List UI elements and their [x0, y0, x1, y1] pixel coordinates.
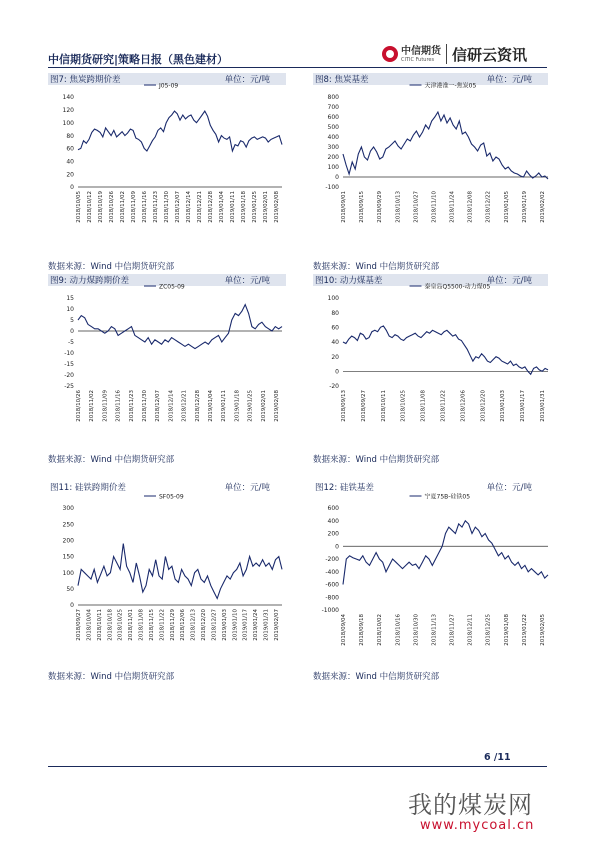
x-tick-label: 2018/11/09: [131, 191, 137, 223]
x-tick-label: 2018/11/24: [449, 191, 456, 223]
x-tick-label: 2019/01/17: [520, 390, 527, 422]
series-line: [343, 521, 548, 585]
y-tick-label: -200: [325, 556, 339, 564]
x-tick-label: 2018/09/01: [341, 191, 347, 223]
x-tick-label: 2018/11/16: [115, 390, 122, 422]
x-tick-label: 2018/12/20: [201, 609, 208, 641]
x-tick-label: 2018/11/16: [142, 191, 148, 223]
x-tick-label: 2019/01/03: [221, 609, 228, 641]
y-tick-label: 40: [331, 339, 339, 347]
x-tick-label: 2018/11/02: [120, 191, 126, 223]
chart-title: 图8: 焦炭基差: [315, 75, 369, 85]
series-line: [78, 111, 282, 151]
legend-label: ZC05-09: [159, 283, 185, 291]
chart-source: 数据来源：Wind 中信期货研究部: [313, 455, 440, 465]
x-tick-label: 2018/09/27: [76, 609, 82, 641]
page-number: 6 /11: [484, 752, 511, 763]
y-tick-label: 200: [327, 154, 339, 162]
y-tick-label: -15: [64, 361, 74, 369]
chart-unit: 单位：元/吨: [224, 276, 270, 286]
x-tick-label: 2018/12/28: [194, 390, 201, 422]
x-tick-label: 2018/10/26: [76, 390, 82, 422]
chart-source: 数据来源：Wind 中信期货研究部: [48, 262, 175, 272]
y-tick-label: -5: [68, 339, 74, 347]
x-tick-label: 2018/11/30: [142, 390, 148, 422]
y-tick-label: 20: [66, 171, 74, 179]
header-divider: [48, 67, 547, 68]
x-tick-label: 2018/12/21: [197, 191, 203, 223]
y-tick-label: 100: [327, 164, 339, 172]
x-tick-label: 2019/01/24: [253, 609, 260, 641]
x-tick-label: 2018/11/22: [159, 609, 166, 641]
x-tick-label: 2018/10/11: [96, 609, 103, 641]
x-tick-label: 2019/01/04: [208, 390, 214, 422]
x-tick-label: 2019/01/31: [540, 390, 546, 422]
x-tick-label: 2018/12/14: [186, 191, 192, 223]
x-tick-label: 2019/02/08: [274, 390, 280, 422]
x-tick-label: 2018/10/16: [395, 614, 402, 646]
y-tick-label: -1000: [321, 607, 339, 615]
y-tick-label: 250: [62, 521, 74, 529]
x-tick-label: 2018/11/01: [128, 609, 135, 641]
x-tick-label: 2018/12/25: [485, 614, 492, 646]
x-tick-label: 2019/01/11: [221, 390, 228, 422]
y-tick-label: 15: [66, 295, 74, 303]
x-tick-label: 2019/01/25: [247, 390, 254, 422]
x-tick-label: 2019/01/10: [232, 609, 239, 641]
x-tick-label: 2019/01/03: [500, 390, 507, 422]
chart-heading: [313, 481, 548, 493]
x-tick-label: 2019/02/02: [540, 191, 546, 223]
y-tick-label: 150: [62, 553, 74, 561]
y-tick-label: 200: [327, 530, 339, 538]
chart-source: 数据来源：Wind 中信期货研究部: [313, 262, 440, 272]
y-tick-label: 400: [327, 517, 339, 525]
chart-c12: [313, 495, 548, 668]
chart-source: 数据来源：Wind 中信期货研究部: [48, 455, 175, 465]
y-tick-label: 600: [327, 114, 339, 122]
x-tick-label: 2019/02/08: [274, 191, 280, 223]
brand-logo: [382, 42, 527, 66]
y-tick-label: 120: [62, 107, 74, 115]
x-tick-label: 2018/12/07: [175, 191, 181, 223]
x-tick-label: 2018/12/22: [485, 191, 492, 223]
chart-unit: 单位：元/吨: [486, 75, 532, 85]
x-tick-label: 2018/11/10: [431, 191, 438, 223]
y-tick-label: 0: [335, 543, 339, 551]
x-tick-label: 2018/11/02: [89, 390, 96, 422]
y-tick-label: 20: [331, 353, 339, 361]
chart-c7: [48, 82, 286, 258]
x-tick-label: 2018/09/15: [359, 191, 366, 223]
chart-c11: [48, 495, 286, 668]
y-tick-label: 10: [66, 306, 74, 314]
legend-label: 秦皇岛Q5500-动力煤05: [424, 283, 491, 291]
x-tick-label: 2018/12/14: [168, 390, 175, 422]
y-tick-label: -25: [64, 383, 74, 391]
x-tick-label: 2018/10/30: [413, 614, 420, 646]
x-tick-label: 2018/12/07: [155, 390, 162, 422]
x-tick-label: 2018/10/27: [413, 191, 420, 223]
y-tick-label: 140: [62, 94, 74, 102]
x-tick-label: 2019/01/17: [242, 609, 249, 641]
x-tick-label: 2018/12/11: [467, 614, 474, 646]
x-tick-label: 2019/01/11: [230, 191, 236, 223]
x-tick-label: 2018/12/13: [190, 609, 197, 641]
y-tick-label: 500: [327, 124, 339, 132]
chart-unit: 单位：元/吨: [224, 75, 270, 85]
x-tick-label: 2018/10/12: [87, 191, 93, 223]
y-tick-label: -100: [325, 184, 339, 192]
x-tick-label: 2018/11/13: [431, 614, 438, 646]
chart-unit: 单位：元/吨: [486, 276, 532, 286]
x-tick-label: 2018/11/23: [128, 390, 135, 422]
x-tick-label: 2018/12/27: [211, 609, 218, 641]
y-tick-label: 0: [335, 174, 339, 182]
legend-label: SF05-09: [159, 493, 184, 501]
y-tick-label: 300: [327, 144, 339, 152]
x-tick-label: 2018/09/29: [377, 191, 384, 223]
x-tick-label: 2018/12/08: [467, 191, 474, 223]
chart-c8: [313, 82, 548, 258]
chart-source: 数据来源：Wind 中信期货研究部: [48, 672, 175, 682]
x-tick-label: 2019/01/22: [521, 614, 528, 646]
x-tick-label: 2018/10/25: [400, 390, 407, 422]
brand-en: CITIC Futures: [401, 56, 435, 63]
y-tick-label: -600: [325, 581, 339, 589]
chart-source: 数据来源：Wind 中信期货研究部: [313, 672, 440, 682]
x-tick-label: 2019/01/08: [503, 614, 510, 646]
brand-cn: 中信期货: [401, 45, 441, 57]
x-tick-label: 2018/09/27: [360, 390, 367, 422]
x-tick-label: 2018/12/21: [181, 390, 188, 422]
x-tick-label: 2018/09/18: [359, 614, 366, 646]
legend-label: 宁夏75B-硅铁05: [424, 493, 471, 501]
chart-c10: [313, 283, 548, 451]
x-tick-label: 2018/10/19: [98, 191, 104, 223]
citic-logo-icon: [382, 46, 398, 62]
x-tick-label: 2018/11/08: [138, 609, 145, 641]
y-tick-label: -400: [325, 568, 339, 576]
y-tick-label: 0: [335, 368, 339, 376]
y-tick-label: 600: [327, 505, 339, 513]
y-tick-label: 5: [70, 317, 74, 325]
chart-title: 图9: 动力煤跨期价差: [50, 276, 129, 286]
brand-divider: [446, 44, 447, 64]
y-tick-label: 0: [70, 328, 74, 336]
x-tick-label: 2018/12/28: [208, 191, 214, 223]
x-tick-label: 2019/01/18: [241, 191, 247, 223]
x-tick-label: 2018/12/20: [480, 390, 487, 422]
y-tick-label: 0: [70, 184, 74, 192]
chart-unit: 单位：元/吨: [224, 483, 270, 493]
report-title: 中信期货研究|策略日报（黑色建材）: [48, 53, 229, 66]
x-tick-label: 2018/11/08: [420, 390, 427, 422]
x-tick-label: 2018/11/30: [164, 191, 170, 223]
x-tick-label: 2018/12/06: [180, 609, 187, 641]
x-tick-label: 2018/10/04: [86, 609, 93, 641]
y-tick-label: 700: [327, 104, 339, 112]
y-tick-label: -800: [325, 594, 339, 602]
y-tick-label: 0: [70, 602, 74, 610]
x-tick-label: 2019/01/04: [219, 191, 225, 223]
x-tick-label: 2018/10/25: [117, 609, 124, 641]
y-tick-label: 300: [62, 505, 74, 513]
brand-slogan: 信研云资讯: [452, 45, 528, 64]
x-tick-label: 2018/10/02: [377, 614, 384, 646]
y-tick-label: 80: [66, 132, 74, 140]
x-tick-label: 2019/01/05: [503, 191, 510, 223]
y-tick-label: 200: [62, 537, 74, 545]
series-line: [343, 112, 548, 179]
x-tick-label: 2019/02/01: [263, 191, 269, 223]
watermark-url: www.mycoal.cn: [420, 818, 535, 833]
chart-c9: [48, 283, 286, 451]
x-tick-label: 2019/01/31: [263, 609, 270, 641]
x-tick-label: 2019/02/07: [274, 609, 280, 641]
x-tick-label: 2018/11/09: [102, 390, 109, 422]
x-tick-label: 2019/01/18: [234, 390, 241, 422]
y-tick-label: 60: [331, 324, 339, 332]
watermark-text: 我的煤炭网: [408, 791, 533, 819]
chart-unit: 单位：元/吨: [486, 483, 532, 493]
x-tick-label: 2018/11/15: [148, 609, 155, 641]
chart-title: 图12: 硅铁基差: [315, 483, 374, 493]
y-tick-label: 60: [66, 145, 74, 153]
y-tick-label: 400: [327, 134, 339, 142]
x-tick-label: 2019/01/19: [521, 191, 528, 223]
x-tick-label: 2018/11/23: [153, 191, 159, 223]
x-tick-label: 2018/11/22: [440, 390, 447, 422]
x-tick-label: 2019/02/05: [540, 614, 546, 646]
y-tick-label: 800: [327, 94, 339, 102]
y-tick-label: -20: [329, 383, 339, 391]
series-line: [78, 544, 282, 599]
y-tick-label: 100: [327, 295, 339, 303]
legend-label: 天津港准一-焦炭05: [424, 82, 477, 90]
x-tick-label: 2018/11/29: [169, 609, 176, 641]
y-tick-label: -20: [64, 372, 74, 380]
x-tick-label: 2018/10/26: [109, 191, 115, 223]
chart-title: 图7: 焦炭跨期价差: [50, 75, 121, 85]
x-tick-label: 2018/10/11: [380, 390, 387, 422]
series-line: [78, 305, 282, 349]
x-tick-label: 2018/11/27: [449, 614, 456, 646]
chart-title: 图10: 动力煤基差: [315, 276, 383, 286]
x-tick-label: 2018/12/06: [460, 390, 467, 422]
y-tick-label: -10: [64, 350, 74, 358]
y-tick-label: 80: [331, 309, 339, 317]
x-tick-label: 2018/10/18: [107, 609, 114, 641]
y-tick-label: 50: [66, 586, 74, 594]
x-tick-label: 2018/09/13: [341, 390, 347, 422]
chart-title: 图11: 硅铁跨期价差: [50, 483, 126, 493]
y-tick-label: 100: [62, 569, 74, 577]
x-tick-label: 2018/10/05: [76, 191, 82, 223]
y-tick-label: 100: [62, 119, 74, 127]
x-tick-label: 2019/02/01: [260, 390, 267, 422]
x-tick-label: 2018/09/04: [341, 614, 347, 646]
x-tick-label: 2018/10/13: [395, 191, 402, 223]
legend-label: J05-09: [159, 82, 179, 90]
footer-divider: [48, 766, 547, 767]
x-tick-label: 2019/01/25: [252, 191, 258, 223]
chart-heading: [48, 481, 286, 493]
series-line: [343, 326, 548, 374]
y-tick-label: 40: [66, 158, 74, 166]
